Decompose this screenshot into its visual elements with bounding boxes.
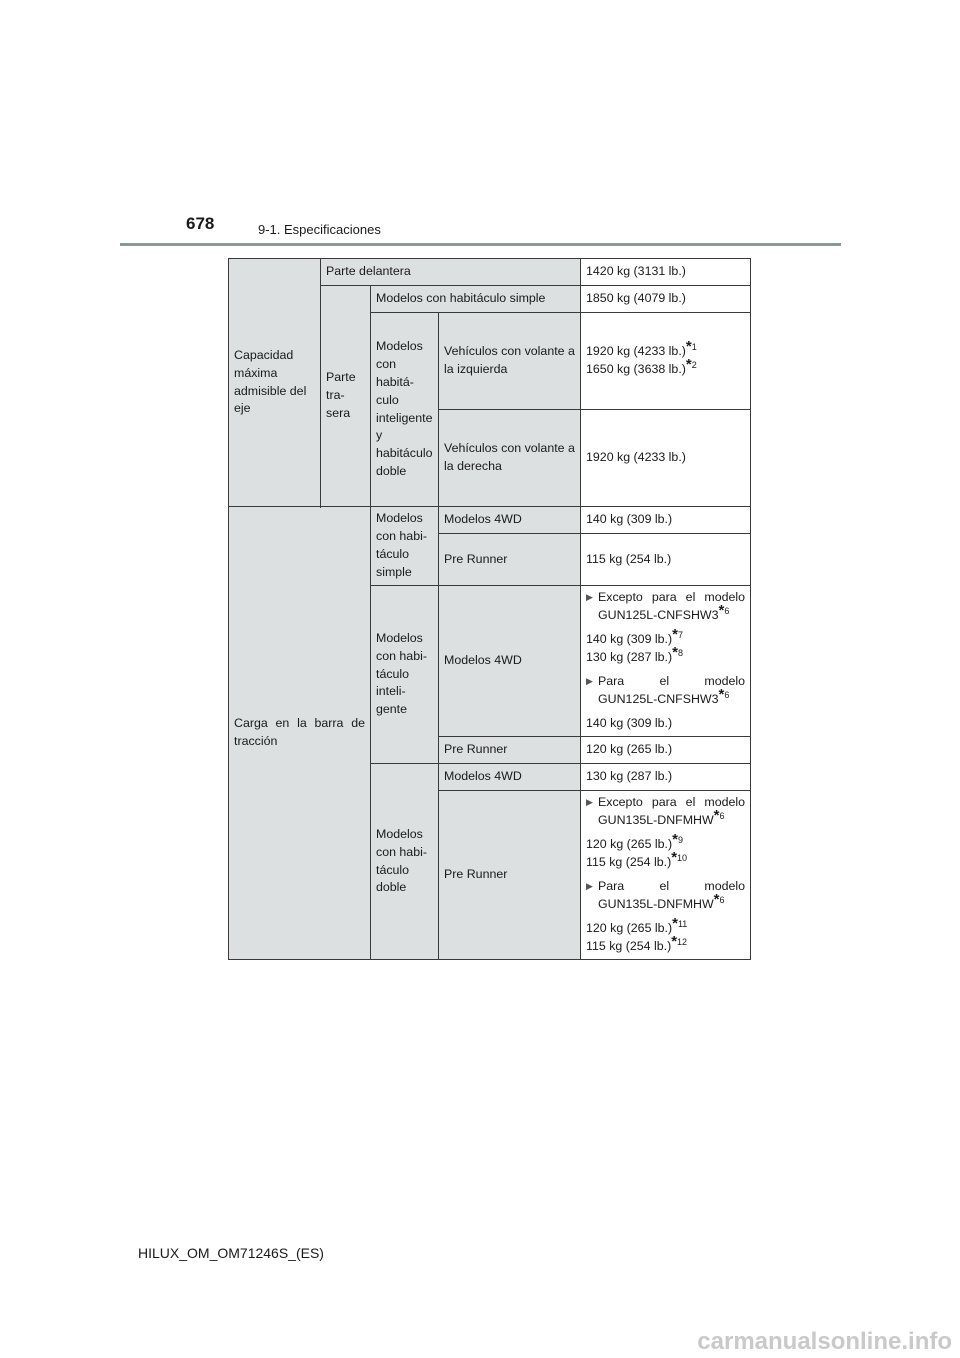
towbar-single-cab-label: Modelos con habi- táculo simple [371, 507, 439, 586]
towbar-smart-4wd-label: Modelos 4WD [439, 586, 581, 737]
triangle-bullet-icon: ▶ [586, 675, 593, 686]
rear-axle-label: Parte tra- sera [321, 286, 371, 507]
lhd-label: Vehículos con volante a la izquierda [439, 313, 581, 410]
triangle-bullet-icon: ▶ [586, 592, 593, 603]
triangle-bullet-icon: ▶ [586, 881, 593, 891]
towbar-smart-prerunner-value: 120 kg (265 lb.) [581, 737, 751, 764]
front-axle-label: Parte delantera [321, 259, 581, 286]
towbar-smart-4wd-values: ▶ Excepto para el modelo GUN125L-CNFSHW3*$^6$ 140 kg (309 lb.)*$^7$ 130 kg (287 lb.)*$^8$ ▶ Para el modelo GUN125L-CNFSHW3*$^6$ 140 kg (309 lb.) [581, 586, 751, 737]
towbar-double-prerunner-label: Pre Runner [439, 791, 581, 960]
smart-except-item: ▶ Excepto para el modelo GUN125L-CNFSHW3*$^6$ [586, 589, 745, 625]
towbar-single-4wd-value: 140 kg (309 lb.) [581, 507, 751, 534]
header-divider [120, 243, 841, 246]
towbar-double-4wd-value: 130 kg (287 lb.) [581, 764, 751, 791]
section-title: 9-1. Especificaciones [258, 222, 381, 237]
towbar-single-prerunner-value: 115 kg (254 lb.) [581, 534, 751, 586]
single-cab-axle-label: Modelos con habitáculo simple [371, 286, 581, 313]
lhd-values: 1920 kg (4233 lb.)*$^1$ 1650 kg (3638 lb.)*$^2$ [581, 313, 751, 410]
rhd-label: Vehículos con volante a la derecha [439, 410, 581, 507]
towbar-double-prerunner-values: ▶ Excepto para el modelo GUN135L-DNFMHW*$^6$ 120 kg (265 lb.)*$^9$ 115 kg (254 lb.)*$^{10}$ ▶ Para el modelo GUN135L-DNFMHW*$^6$ 120 kg (265 lb.)*$^{11}$ 115 kg (254 lb.)*$^{12}$ [581, 791, 751, 960]
lhd-value-2: 1650 kg (3638 lb.) [586, 362, 686, 376]
lhd-footnote-2: 2 [691, 360, 697, 370]
axle-capacity-label: Capacidad máxima admisible del eje [229, 259, 321, 507]
rhd-value: 1920 kg (4233 lb.) [581, 410, 751, 507]
towbar-smart-cab-label: Modelos con habi- táculo inteli- gente [371, 586, 439, 764]
towbar-double-4wd-label: Modelos 4WD [439, 764, 581, 791]
smart-double-cab-label: Modelos con habitá- culo inteligente y habitáculo doble [371, 313, 439, 507]
towbar-smart-prerunner-label: Pre Runner [439, 737, 581, 764]
towbar-single-4wd-label: Modelos 4WD [439, 507, 581, 534]
front-axle-value: 1420 kg (3131 lb.) [581, 259, 751, 286]
towbar-single-prerunner-label: Pre Runner [439, 534, 581, 586]
double-except-item: ▶ Excepto para el modelo GUN135L-DNFMHW*$^6$ [586, 794, 745, 830]
single-cab-axle-value: 1850 kg (4079 lb.) [581, 286, 751, 313]
document-code: HILUX_OM_OM71246S_(ES) [138, 1245, 324, 1261]
towbar-double-cab-label: Modelos con habi- táculo doble [371, 764, 439, 960]
triangle-bullet-icon: ▶ [586, 797, 593, 808]
page-number: 678 [186, 214, 215, 233]
double-for-item: ▶ Para el modelo GUN135L-DNFMHW*$^6$ [586, 878, 745, 914]
smart-for-item: ▶ Para el modelo GUN125L-CNFSHW3*$^6$ [586, 673, 745, 709]
lhd-footnote-1: 1 [691, 342, 697, 353]
lhd-value-1: 1920 kg (4233 lb.) [586, 344, 686, 359]
watermark: carmanualsonline.info [697, 1328, 952, 1355]
towbar-load-label: Carga en la barra de tracción [229, 507, 371, 960]
specifications-table [228, 258, 751, 960]
